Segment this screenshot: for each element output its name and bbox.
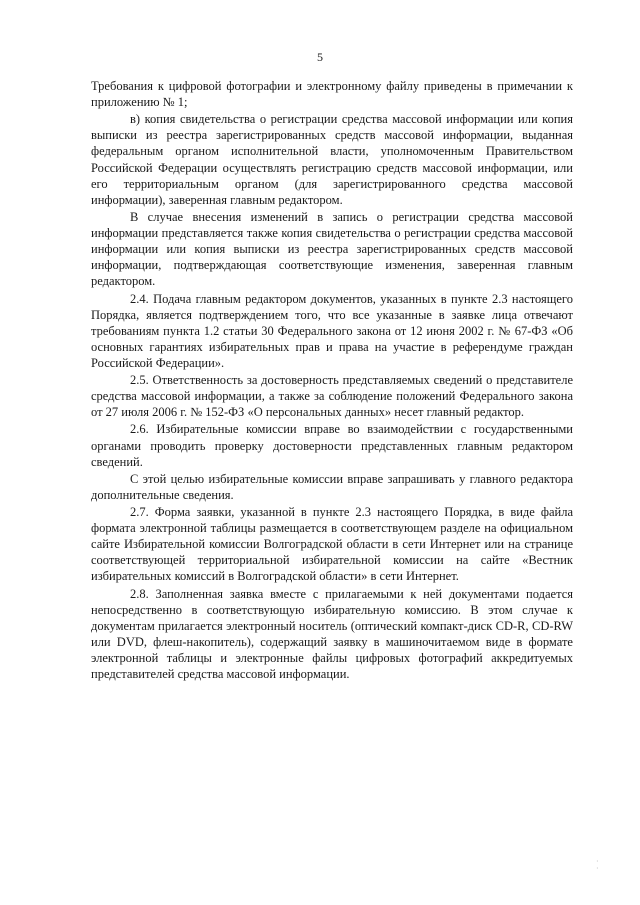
paragraph-2-5: 2.5. Ответственность за достоверность представляемых сведений о представителе средства массовой информации, а также за соблюдение положений Федерального закона от 27 июля 2006 г. № 152-ФЗ «О персональных данных» несет главный редактор. (91, 373, 573, 420)
document-body (91, 78, 573, 682)
paragraph-2-8: 2.8. Заполненная заявка вместе с прилагаемыми к ней документами подается непосредственно в соответствующую избирательную комиссию. В этом случае к документам прилагается электронный носитель (оптический компакт-диск CD-R, CD-RW или DVD, флеш-накопитель), содержащий заявку в машиночитаемом виде в формате электронной таблицы и электронные файлы цифровых фотографий аккредитуемых представителей средства массовой информации. (91, 586, 573, 682)
paragraph-photo-requirements: Требования к цифровой фотографии и электронному файлу приведены в примечании к приложению № 1; (91, 79, 573, 110)
paragraph-2-7: 2.7. Форма заявки, указанной в пункте 2.3 настоящего Порядка, в виде файла формата электронной таблицы размещается в соответствующем разделе на официальном сайте Избирательной комиссии Волгоградской области в сети Интернет или на странице соответствующей территориальной избирательной комиссии на сайте «Вестник избирательных комиссий в Волгоградской области» в сети Интернет. (91, 505, 573, 584)
paragraph-changes-case: В случае внесения изменений в запись о регистрации средства массовой информации представляется также копия свидетельства о регистрации средства массовой информации или копия выписки из реестра зарегистрированных средств массовой информации, подтверждающая соответствующие изменения, заверенная главным редактором. (91, 209, 573, 289)
scan-speck: · · (596, 857, 599, 873)
paragraph-2-4: 2.4. Подача главным редактором документов, указанных в пункте 2.3 настоящего Порядка, является подтверждением того, что все указанные в заявке лица отвечают требованиям пункта 1.2 статьи 30 Федерального закона от 12 июня 2002 г. № 67-ФЗ «Об основных гарантиях избирательных прав и права на участие в референдуме граждан Российской Федерации». (91, 291, 573, 370)
page-number: 5 (317, 50, 323, 64)
paragraph-2-6-additional: С этой целью избирательные комиссии вправе запрашивать у главного редактора дополнительные сведения. (91, 471, 573, 502)
paragraph-2-6: 2.6. Избирательные комиссии вправе во взаимодействии с государственными органами проводить проверку достоверности представленных главным редактором сведений. (91, 422, 573, 469)
paragraph-item-v: в) копия свидетельства о регистрации средства массовой информации или копия выписки из реестра зарегистрированных средств массовой информации, выданная федеральным органом исполнительной власти, уполномоченным Правительством Российской Федерации осуществлять регистрацию средств массовой информации, или его территориальным органом (для зарегистрированного средства массовой информации), заверенная главным редактором. (91, 112, 573, 207)
